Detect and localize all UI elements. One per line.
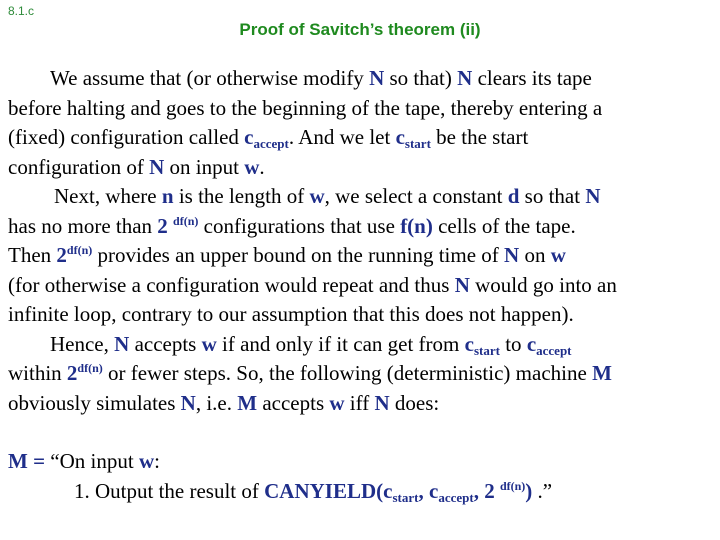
proof-body	[8, 64, 708, 506]
paragraph-2-line-4: (for otherwise a configuration would repeat and thus N would go into an	[8, 272, 617, 297]
spacer	[8, 418, 708, 447]
paragraph-3-line-3: obviously simulates N, i.e. M accepts w iff N does:	[8, 390, 440, 415]
paragraph-1-line-3: (fixed) configuration called $c_{accept}$. And we let $c_{start}$ be the start	[8, 125, 529, 151]
paragraph-1-line-2: before halting and goes to the beginning of the tape, thereby entering a	[8, 95, 603, 120]
paragraph-3-line-1: Hence, N accepts w if and only if it can get from $c_{start}$ to $c_{accept}$	[50, 331, 572, 358]
paragraph-2-line-2: has no more than 2 $^{df(n)}$ configurations that use f(n) cells of the tape.	[8, 213, 576, 238]
machine-step-1: 1. Output the result of $CANYIELD(c_{start}$, $c_{accept}$, 2 $^{df(n)}$) .”	[74, 478, 553, 505]
paragraph-1-line-1: We assume that (or otherwise modify N so that) N clears its tape	[50, 66, 592, 90]
paragraph-2-line-1: Next, where n is the length of w, we select a constant d so that N	[54, 184, 601, 208]
paragraph-1-line-4: configuration of N on input w.	[8, 154, 265, 179]
slide-title: Proof of Savitch’s theorem (ii)	[239, 20, 481, 39]
paragraph-2-line-3: Then $2^{df(n)}$ provides an upper bound on the running time of N on w	[8, 243, 566, 267]
paragraph-3-line-2: within $2^{df(n)}$ or fewer steps. So, the following (deterministic) machine M	[8, 361, 612, 385]
paragraph-2-line-5: infinite loop, contrary to our assumption that this does not happen).	[8, 302, 574, 326]
machine-definition-line: M = “On input w:	[8, 449, 160, 473]
slide-number: 8.1.c	[8, 4, 35, 18]
